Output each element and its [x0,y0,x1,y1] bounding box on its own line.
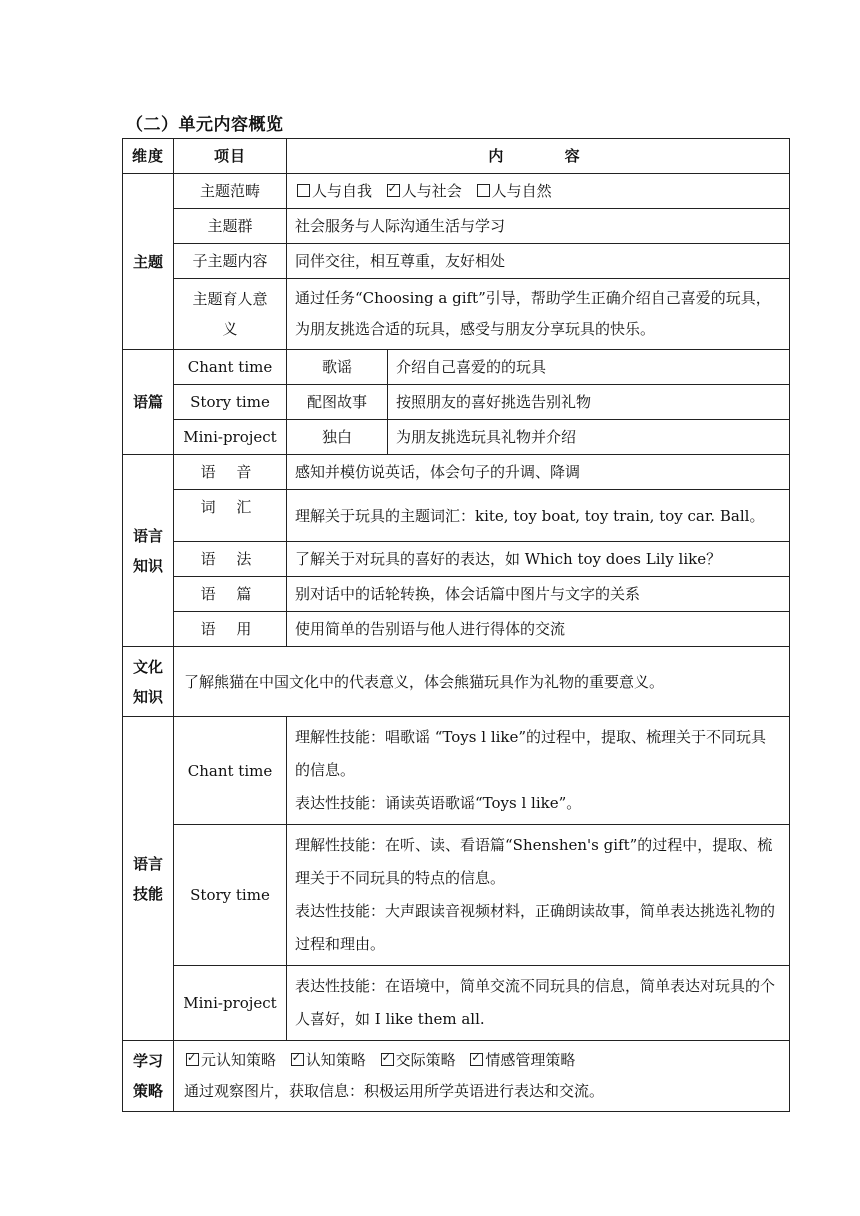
row-type: 独白 [287,420,388,455]
table-header-row [123,139,790,174]
option-cognitive[interactable]: ✓ 认知策略 [289,1051,366,1069]
option-self[interactable]: 人与自我 [295,182,372,200]
table-row [123,350,790,385]
table-row [123,455,790,490]
table-row [123,612,790,647]
dimension-theme: 主题 [123,174,174,350]
dimension-culture: 文化 知识 [123,647,174,717]
table-row [123,542,790,577]
dimension-language-skills: 语言 技能 [123,717,174,1041]
row-item: Chant time [174,350,287,385]
row-content: 表达性技能：在语境中，简单交流不同玩具的信息，简单表达对玩具的个人喜好，如 I like them all. [287,966,790,1041]
row-item: 语 用 [174,612,287,647]
row-content: 了解关于对玩具的喜好的表达，如 Which toy does Lily like？ [287,542,790,577]
strategy-options [184,1045,781,1076]
checkbox-checked[interactable] [470,1053,483,1066]
row-item: Story time [174,385,287,420]
row-item: Mini-project [174,966,287,1041]
row-content: 按照朋友的喜好挑选告别礼物 [388,385,790,420]
table-row [123,279,790,350]
row-content: 感知并模仿说英话，体会句子的升调、降调 [287,455,790,490]
option-nature[interactable]: 人与自然 [475,182,552,200]
option-affective[interactable]: ✓ 情感管理策略 [468,1051,575,1069]
table-row [123,1041,790,1112]
table-row [123,244,790,279]
row-content: 社会服务与人际沟通生活与学习 [287,209,790,244]
table-row [123,647,790,717]
row-item: 语 篇 [174,577,287,612]
table-row [123,174,790,209]
row-item: Story time [174,825,287,966]
header-dimension: 维度 [123,139,174,174]
checkbox-unchecked[interactable] [297,184,310,197]
row-content: 同伴交往，相互尊重，友好相处 [287,244,790,279]
row-content: ✓元认知策略 ✓ 认知策略 ✓ 交际策略 ✓ 情感管理策略 通过观察图片，获取信息：积极运用所学英语进行表达和交流。 [174,1041,790,1112]
dimension-discourse: 语篇 [123,350,174,455]
header-content: 内 容 [287,139,790,174]
checkbox-checked[interactable] [291,1053,304,1066]
row-item: 子主题内容 [174,244,287,279]
row-item: 词 汇 [174,490,287,542]
row-type: 配图故事 [287,385,388,420]
option-metacognitive[interactable]: ✓元认知策略 [184,1051,276,1069]
unit-overview-table [122,138,790,1112]
dimension-strategies: 学习 策略 [123,1041,174,1112]
dimension-language-knowledge: 语言 知识 [123,455,174,647]
row-content: 介绍自己喜爱的的玩具 [388,350,790,385]
table-row [123,209,790,244]
table-row [123,490,790,542]
checkbox-checked[interactable] [381,1053,394,1066]
row-item: 主题范畴 [174,174,287,209]
row-content: 别对话中的话轮转换，体会话篇中图片与文字的关系 [287,577,790,612]
row-item: 主题育人意 义 [174,279,287,350]
row-content: 为朋友挑选玩具礼物并介绍 [388,420,790,455]
row-content: 了解熊猫在中国文化中的代表意义，体会熊猫玩具作为礼物的重要意义。 [174,647,790,717]
option-society[interactable]: ✓ 人与社会 [385,182,462,200]
row-content: 理解性技能：在听、读、看语篇“Shenshen's gift”的过程中，提取、梳理关于不同玩具的特点的信息。 表达性技能：大声跟读音视频材料，正确朗读故事，简单表达挑选礼物的过程和理由。 [287,825,790,966]
row-content: 通过任务“Choosing a gift”引导，帮助学生正确介绍自己喜爱的玩具，为朋友挑选合适的玩具，感受与朋友分享玩具的快乐。 [287,279,790,350]
row-content: 理解性技能：唱歌谣 “Toys l like”的过程中，提取、梳理关于不同玩具的信息。 表达性技能：诵读英语歌谣“Toys l like”。 [287,717,790,825]
table-row [123,420,790,455]
row-item: 语 法 [174,542,287,577]
checkbox-unchecked[interactable] [477,184,490,197]
header-item: 项目 [174,139,287,174]
row-item: 语 音 [174,455,287,490]
row-item: 主题群 [174,209,287,244]
table-row [123,577,790,612]
option-communicative[interactable]: ✓ 交际策略 [379,1051,456,1069]
row-type: 歌谣 [287,350,388,385]
table-row [123,825,790,966]
table-row [123,385,790,420]
row-content: 使用简单的告别语与他人进行得体的交流 [287,612,790,647]
table-row [123,717,790,825]
row-item: Chant time [174,717,287,825]
checkbox-checked[interactable] [186,1053,199,1066]
section-title: （二）单元内容概览 [126,115,284,135]
table-row [123,966,790,1041]
row-item: Mini-project [174,420,287,455]
theme-scope-options [287,174,790,209]
row-content: 理解关于玩具的主题词汇：kite, toy boat, toy train, toy car. Ball。 [287,490,790,542]
checkbox-checked[interactable] [387,184,400,197]
